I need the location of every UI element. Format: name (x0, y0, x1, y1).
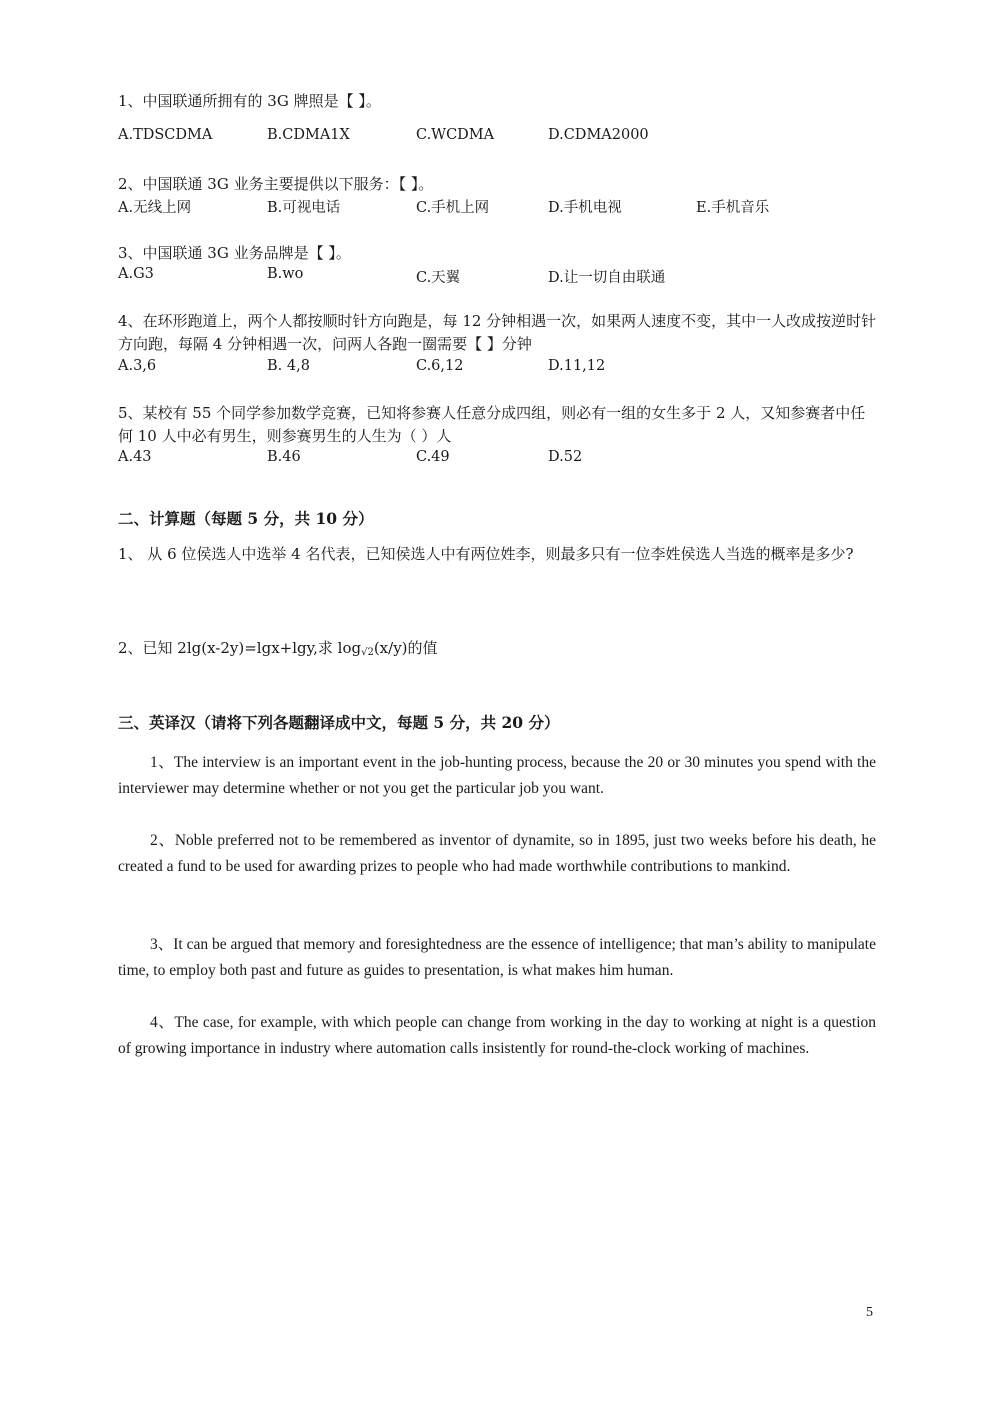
section-2-heading: 二、计算题（每题 5 分，共 10 分） (118, 509, 374, 528)
question-2-stem: 2、中国联通 3G 业务主要提供以下服务：【 】。 (118, 175, 434, 193)
question-4-option-d: D.11,12 (548, 358, 606, 374)
section-3-heading: 三、英译汉（请将下列各题翻译成中文，每题 5 分，共 20 分） (118, 713, 560, 732)
question-5-option-c: C.49 (416, 449, 450, 465)
question-4-option-b: B. 4,8 (267, 358, 310, 374)
question-4-stem: 4、在环形跑道上，两个人都按顺时针方向跑是，每 12 分钟相遇一次，如果两人速度不变，其中一人改成按逆时针方向跑，每隔 4 分钟相遇一次，问两人各跑一圈需要【 】分钟 (118, 312, 877, 353)
question-5-stem: 5、某校有 55 个同学参加数学竞赛，已知将参赛人任意分成四组，则必有一组的女生多于 2 人，又知参赛者中任何 10 人中必有男生，则参赛男生的人生为（ ）人 (118, 404, 866, 445)
calc-question-2 (118, 637, 438, 658)
question-2-option-d: D.手机电视 (548, 200, 622, 216)
translation-paragraph-1: 1、The interview is an important event in the job-hunting process, because the 20 or 30 minutes you spend with the interviewer may determine whether or not you get the particular job you want. (118, 754, 876, 797)
calc-question-2-prefix: 2、已知 2lg(x-2y)=lgx+lgy,求 log (118, 639, 362, 657)
question-2-option-c: C.手机上网 (416, 200, 490, 216)
translation-paragraph-4: 4、The case, for example, with which people can change from working in the day to working at night is a question of growing importance in industry where automation calls insistently for round-the-clock working of machines. (118, 1014, 876, 1057)
question-5-option-d: D.52 (548, 449, 583, 465)
question-3-stem: 3、中国联通 3G 业务品牌是【 】。 (118, 244, 351, 262)
question-1-option-b: B.CDMA1X (267, 127, 350, 143)
question-3-option-a: A.G3 (118, 266, 154, 282)
question-1-option-a: A.TDSCDMA (118, 127, 213, 143)
page-number: 5 (866, 1305, 873, 1320)
question-3-option-d: D.让一切自由联通 (548, 270, 666, 286)
calc-question-2-log-base: √2 (361, 647, 374, 658)
question-4-option-c: C.6,12 (416, 358, 464, 374)
question-5-option-a: A.43 (118, 449, 152, 465)
question-1-option-c: C.WCDMA (416, 127, 495, 143)
question-2-option-b: B.可视电话 (267, 200, 341, 216)
question-2-option-e: E.手机音乐 (696, 200, 770, 216)
calc-question-2-suffix: (x/y)的值 (373, 639, 438, 657)
question-3-option-c: C.天翼 (416, 270, 461, 286)
question-1-option-d: D.CDMA2000 (548, 127, 649, 143)
question-4-option-a: A.3,6 (118, 358, 157, 374)
translation-paragraph-3: 3、It can be argued that memory and foresightedness are the essence of intelligence; that man’s ability to manipulate time, to employ both past and future as guides to presentation, is what makes him human. (118, 936, 876, 979)
question-2-option-a: A.无线上网 (118, 200, 192, 216)
translation-paragraph-2: 2、Noble preferred not to be remembered as inventor of dynamite, so in 1895, just two weeks before his death, he created a fund to be used for awarding prizes to people who had made worthwhile contributions to mankind. (118, 832, 876, 875)
calc-question-1: 1、 从 6 位侯选人中选举 4 名代表，已知侯选人中有两位姓李，则最多只有一位李姓侯选人当选的概率是多少? (118, 545, 854, 563)
question-3-option-b: B.wo (267, 266, 304, 282)
question-5-option-b: B.46 (267, 449, 301, 465)
question-1-stem: 1、中国联通所拥有的 3G 牌照是【 】。 (118, 92, 381, 110)
